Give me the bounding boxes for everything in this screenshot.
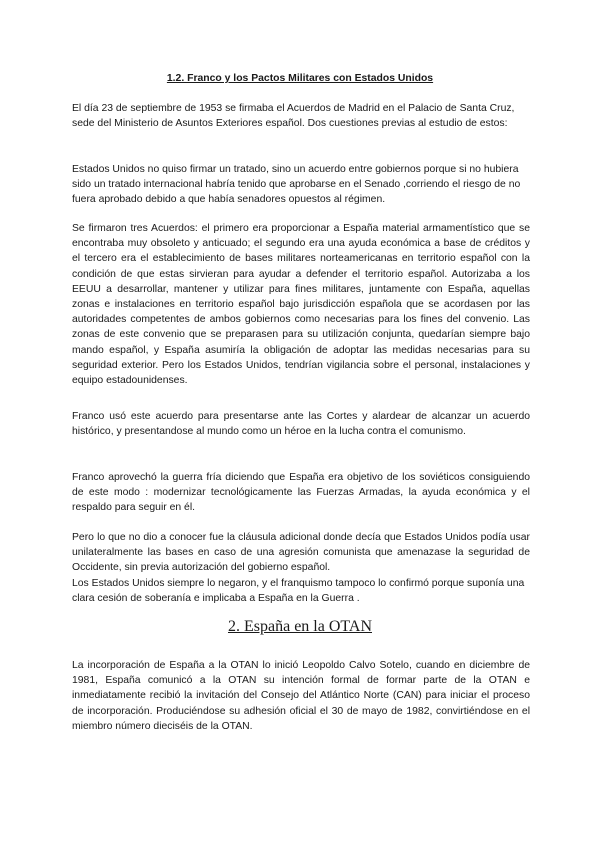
paragraph-madrid-agreements-intro: El día 23 de septiembre de 1953 se firmaba el Acuerdos de Madrid en el Palacio de Santa Cruz, sede del Ministerio de Asuntos Exteriores español. Dos cuestiones previas al estudio de estos: <box>72 103 515 130</box>
sovereignty-text: Los Estados Unidos siempre lo negaron, y el franquismo tampoco lo confirmó porque suponía una clara cesión de soberanía e implicaba a España en la Guerra . <box>72 577 525 604</box>
secret-clause-text: Pero lo que no dio a conocer fue la cláusula adicional donde decía que Estados Unidos podía usar unilateralmente las bases en caso de una agresión comunista que amenazase la seguridad de Occidente, sin previa autorización del gobierno español. <box>72 532 530 574</box>
paragraph-otan-incorporation: La incorporación de España a la OTAN lo inició Leopoldo Calvo Sotelo, cuando en diciembre de 1981, España comunicó a la OTAN su intención formal de formar parte de la OTAN e inmediatamente recibió la invitación del Consejo del Atlántico Norte (CAN) para iniciar el proceso de incorporación. Produciéndose su adhesión oficial el 30 de mayo de 1982, convirtiéndose en el miembro número dieciséis de la OTAN. <box>72 660 530 732</box>
paragraph-treaty-vs-agreement: Estados Unidos no quiso firmar un tratado, sino un acuerdo entre gobiernos porque si no hubiera sido un tratado internacional habría tenido que aprobarse en el Senado ,corriendo el riesgo de no fuera aprobado debido a que había senadores opuestos al régimen. <box>72 164 521 206</box>
section-1-title: 1.2. Franco y los Pactos Militares con Estados Unidos <box>166 73 434 84</box>
section-2-title: 2. España en la OTAN <box>227 618 372 635</box>
paragraph-cold-war: Franco aprovechó la guerra fría diciendo que España era objetivo de los soviéticos consiguiendo de este modo : modernizar tecnológicamente las Fuerzas Armadas, la ayuda económica y el respaldo para seguir en él. <box>72 472 530 514</box>
paragraph-secret-clause <box>72 530 530 606</box>
paragraph-franco-cortes: Franco usó este acuerdo para presentarse ante las Cortes y alardear de alcanzar un acuerdo histórico, y presentandose al mundo como un héroe en la lucha contra el comunismo. <box>72 411 530 438</box>
paragraph-three-agreements: Se firmaron tres Acuerdos: el primero era proporcionar a España material armamentístico que se encontraba muy obsoleto y anticuado; el segundo era una ayuda económica a base de créditos y el tercero era el establecimiento de bases militares norteamericanas en territorio español con la condición de que estas sirvieran para ayudar a defender el territorio español. Autorizaba a los EEUU a desarrollar, mantener y utilizar para fines militares, juntamente con España, aquellas zonas e instalaciones en territorio español bajo jurisdicción española que se acordasen por las autoridades competentes de ambos gobiernos como necesarias para los fines del convenio. Las zonas de este convenio que se preparasen para su utilización conjunta, quedarían siempre bajo mando español, y España asumiría la obligación de adoptar las medidas necesarias para su seguridad exterior. Pero los Estados Unidos, tendrían vigilancia sobre el personal, instalaciones y equipo estadounidenses. <box>72 223 530 387</box>
